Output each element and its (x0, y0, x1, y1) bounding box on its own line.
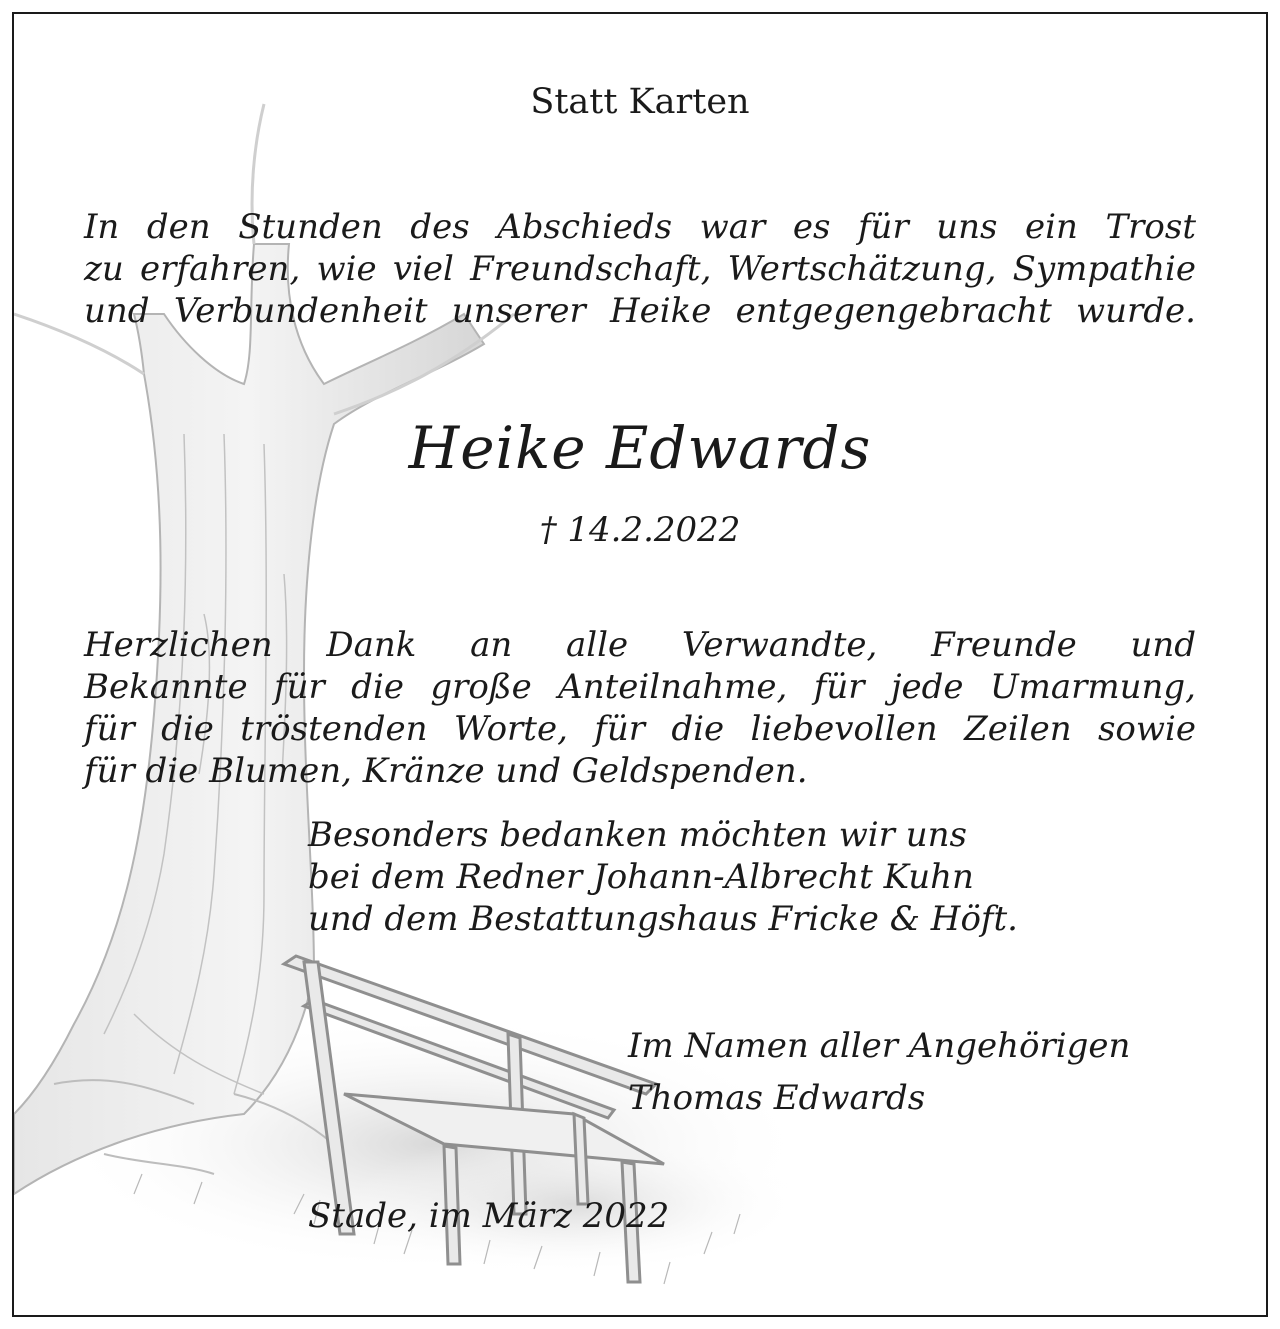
thanks-line: Bekannte für die große Anteilnahme, für jede Umarmung, (84, 667, 1196, 707)
place-and-date: Stade, im März 2022 (308, 1196, 670, 1236)
deceased-name: Heike Edwards (408, 414, 872, 482)
thanks-paragraph (84, 624, 1196, 792)
intro-line: zu erfahren, wie viel Freundschaft, Wertschätzung, Sympathie (84, 249, 1196, 289)
special-thanks-line: Besonders bedanken möchten wir uns (308, 815, 967, 855)
special-thanks (308, 814, 1018, 940)
bench-back-leg (574, 1114, 588, 1204)
intro-paragraph (84, 206, 1196, 332)
special-thanks-line: bei dem Redner Johann-Albrecht Kuhn (308, 857, 974, 897)
death-date: † 14.2.2022 (539, 510, 741, 550)
intro-line: und Verbundenheit unserer Heike entgegengebracht wurde. (84, 291, 1196, 331)
signoff-signer: Thomas Edwards (628, 1078, 926, 1118)
thanks-line: für die tröstenden Worte, für die liebevollen Zeilen sowie (84, 709, 1196, 749)
thanks-line: für die Blumen, Kränze und Geldspenden. (84, 751, 808, 791)
signoff (628, 1020, 1130, 1124)
obituary-notice (12, 12, 1268, 1317)
thanks-line: Herzlichen Dank an alle Verwandte, Freunde und (84, 625, 1196, 665)
notice-headline: Statt Karten (530, 82, 750, 122)
intro-line: In den Stunden des Abschieds war es für uns ein Trost (84, 207, 1196, 247)
special-thanks-line: und dem Bestattungshaus Fricke & Höft. (308, 899, 1018, 939)
signoff-line: Im Namen aller Angehörigen (628, 1026, 1131, 1066)
